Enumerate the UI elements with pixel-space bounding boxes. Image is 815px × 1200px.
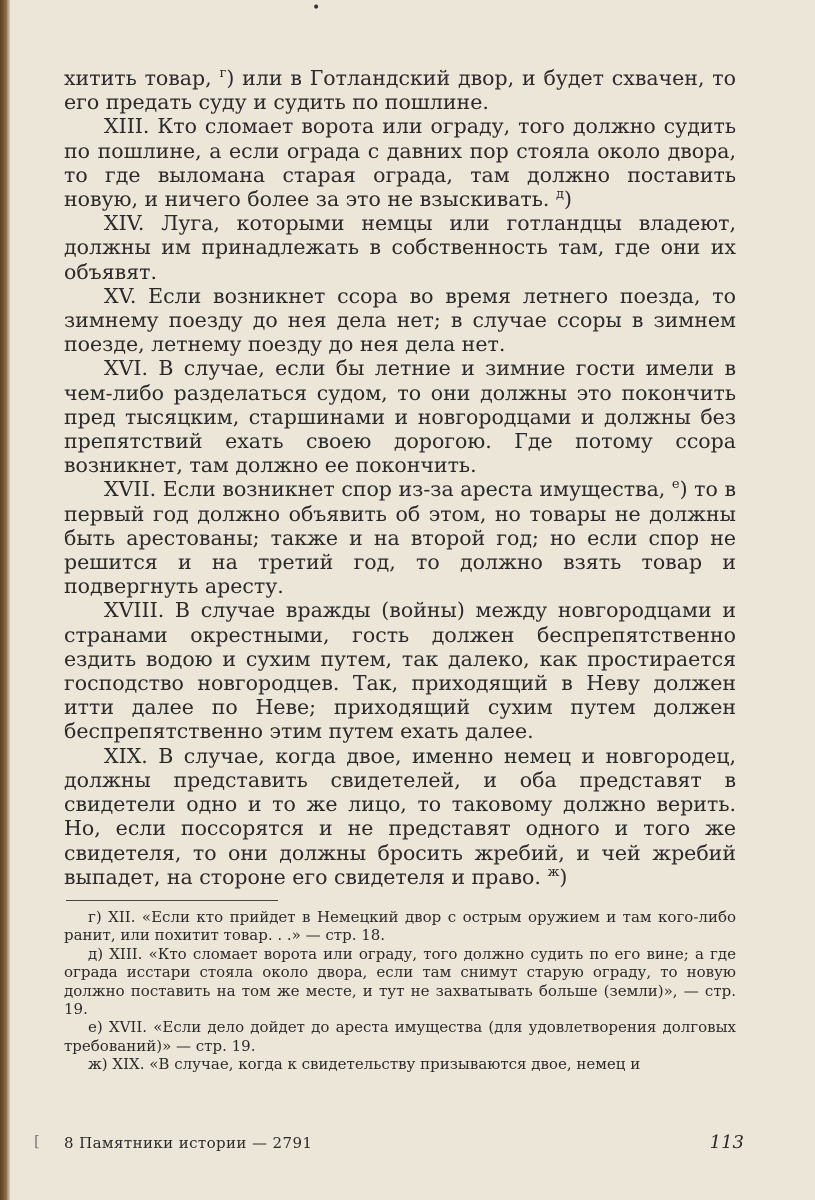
footer-bracket: [ [34,1132,40,1150]
footnote-divider [66,900,278,901]
article-xv: XV. Если возникнет ссора во время летнего поезда, то зимнему поезду до нея дела нет; в случае ссоры в зимнем поезде, летнему поезду до нея дела нет. [64,283,736,357]
article-xviii: XVIII. В случае вражды (войны) между новгородцами и странами окрестными, гость должен беспрепятственно ездить водою и сухим путем, так далеко, как простирается господство новгородцев. Так, приходящий в Неву должен итти далее по Неве; приходящий сухим путем должен беспрепятственно этим путем ехать далее. [64,598,736,744]
main-text [64,66,736,889]
article-xix: XIX. В случае, когда двое, именно немец и новгородец, должны представить свидетелей, и оба представят в свидетели одно и то же лицо, то таковому должно верить. Но, если поссорятся и не представят одного и того же свидетеля, то они должны бросить жребий, и чей жребий выпадет, на стороне его свидетеля и право. $^ж$) [64,743,736,889]
article-xvii: XVII. Если возникнет спор из-за ареста имущества, $^е$) то в первый год должно объявить об этом, но товары не должны быть арестованы; также и на второй год; но если спор не решится и на третий год, то должно взять товар и подвергнуть аресту. [64,477,736,599]
page-footer [34,1132,744,1158]
footnote-zh: ж) XIX. «В случае, когда к свидетельству призываются двое, немец и [88,1055,641,1074]
footnotes [64,908,736,1074]
article-xiv: XIV. Луга, которыми немцы или готландцы владеют, должны им принадлежать в собственность там, где они их объявят. [64,211,736,284]
top-mark: • [312,0,321,16]
page-number: 113 [709,1132,744,1153]
printer-signature: 8 Памятники истории — 2791 [64,1134,313,1152]
footnote-e: е) XVII. «Если дело дойдет до ареста имущества (для удовлетворения долговых требований)» — стр. 19. [64,1018,736,1055]
article-xiii: XIII. Кто сломает ворота или ограду, того должно судить по пошлине, а если ограда с давних пор стояла около двора, то где выломана старая ограда, там должно поставить новую, и ничего более за это не взыскивать. $^д$) [64,114,736,212]
paragraph-continuation: хитить товар, $^г$) или в Готландский двор, и будет схвачен, то его предать суду и судить по пошлине. [64,66,736,115]
footnote-d: д) XIII. «Кто сломает ворота или ограду, того должно судить по его вине; а где ограда исстари стояла около двора, если там снимут старую ограду, то новую должно поставить на том же месте, и тут не захватывать больше (земли)», — стр. 19. [64,944,736,1019]
footnote-g: г) XII. «Если кто прийдет в Немецкий двор с острым оружием и там кого-либо ранит, или похитит товар. . .» — стр. 18. [64,908,736,945]
article-xvi: XVI. В случае, если бы летние и зимние гости имели в чем-либо разделаться судом, то они должны это покончить пред тысяцким, старшинами и новгородцами и должны без препятствий ехать своею дорогою. Где потому ссора возникнет, там должно ее покончить. [64,356,736,478]
page-binding-edge [0,0,10,1200]
